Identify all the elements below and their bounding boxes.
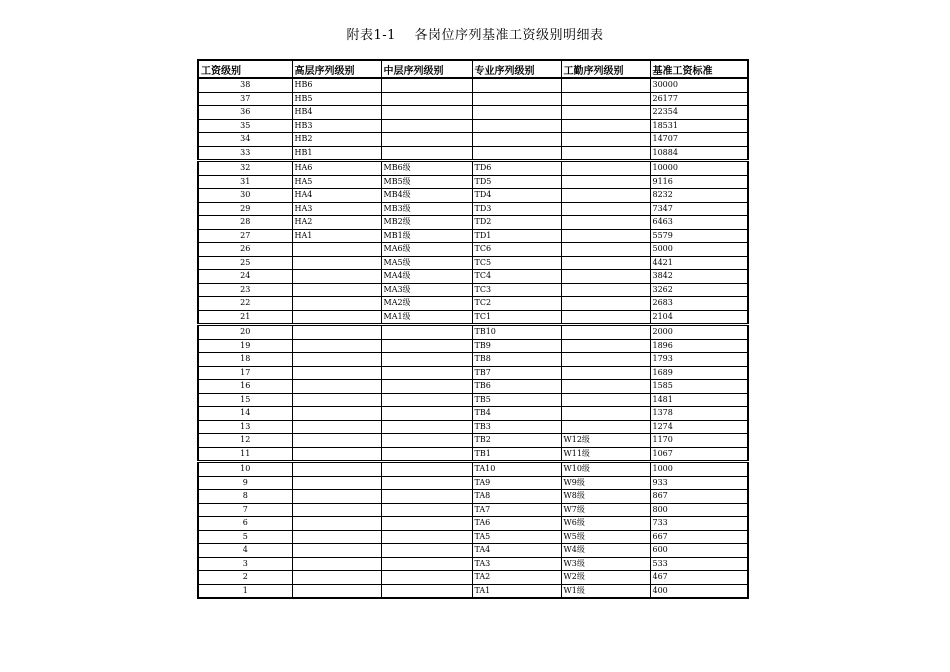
cell-professional-level: TA9 [472,476,561,490]
table-row [198,584,748,598]
cell-senior-level [292,447,381,462]
table-row [198,476,748,490]
cell-base-salary: 800 [650,503,748,517]
cell-senior-level: HB1 [292,146,381,161]
cell-senior-level [292,517,381,531]
cell-middle-level [381,447,472,462]
cell-middle-level: MA3级 [381,283,472,297]
table-row [198,229,748,243]
cell-senior-level [292,339,381,353]
cell-senior-level [292,407,381,421]
cell-middle-level [381,407,472,421]
table-row [198,202,748,216]
cell-base-salary: 10000 [650,161,748,176]
cell-middle-level: MA2级 [381,297,472,311]
table-row [198,146,748,161]
cell-middle-level [381,366,472,380]
cell-service-level [561,202,650,216]
cell-professional-level: TA3 [472,557,561,571]
salary-grade-table [197,59,749,599]
cell-senior-level [292,380,381,394]
cell-middle-level [381,92,472,106]
cell-base-salary: 22354 [650,106,748,120]
table-row [198,297,748,311]
cell-professional-level [472,106,561,120]
cell-service-level: W3级 [561,557,650,571]
cell-middle-level [381,584,472,598]
cell-salary-grade: 38 [198,78,292,92]
table-row [198,189,748,203]
cell-senior-level [292,420,381,434]
cell-senior-level: HB5 [292,92,381,106]
cell-professional-level: TA10 [472,462,561,477]
cell-salary-grade: 23 [198,283,292,297]
cell-senior-level [292,530,381,544]
cell-salary-grade: 34 [198,133,292,147]
cell-service-level: W4级 [561,544,650,558]
cell-salary-grade: 36 [198,106,292,120]
cell-professional-level: TB7 [472,366,561,380]
cell-senior-level [292,270,381,284]
cell-service-level: W7级 [561,503,650,517]
cell-salary-grade: 4 [198,544,292,558]
cell-professional-level: TD3 [472,202,561,216]
cell-salary-grade: 19 [198,339,292,353]
cell-professional-level: TD2 [472,216,561,230]
cell-base-salary: 9116 [650,175,748,189]
cell-base-salary: 1067 [650,447,748,462]
cell-salary-grade: 33 [198,146,292,161]
cell-salary-grade: 10 [198,462,292,477]
cell-middle-level [381,517,472,531]
cell-service-level [561,270,650,284]
cell-base-salary: 5579 [650,229,748,243]
table-row [198,119,748,133]
cell-base-salary: 1000 [650,462,748,477]
cell-middle-level [381,353,472,367]
cell-salary-grade: 30 [198,189,292,203]
cell-senior-level [292,256,381,270]
cell-middle-level [381,530,472,544]
table-row [198,557,748,571]
cell-salary-grade: 11 [198,447,292,462]
cell-middle-level: MA6级 [381,243,472,257]
cell-middle-level [381,476,472,490]
cell-middle-level [381,503,472,517]
table-row [198,571,748,585]
cell-salary-grade: 2 [198,571,292,585]
cell-professional-level [472,92,561,106]
cell-base-salary: 867 [650,490,748,504]
cell-middle-level [381,490,472,504]
cell-service-level [561,256,650,270]
cell-middle-level [381,571,472,585]
cell-professional-level: TD1 [472,229,561,243]
cell-base-salary: 5000 [650,243,748,257]
cell-base-salary: 6463 [650,216,748,230]
table-row [198,447,748,462]
cell-senior-level: HA1 [292,229,381,243]
header-salary-grade: 工资级别 [198,60,292,78]
cell-salary-grade: 14 [198,407,292,421]
cell-professional-level: TD6 [472,161,561,176]
cell-service-level [561,189,650,203]
cell-service-level [561,283,650,297]
cell-middle-level [381,420,472,434]
cell-base-salary: 600 [650,544,748,558]
cell-base-salary: 1481 [650,393,748,407]
cell-base-salary: 1274 [650,420,748,434]
cell-professional-level [472,119,561,133]
cell-senior-level [292,366,381,380]
cell-professional-level: TC1 [472,310,561,325]
cell-service-level [561,353,650,367]
cell-middle-level [381,119,472,133]
cell-senior-level: HA2 [292,216,381,230]
cell-middle-level [381,434,472,448]
table-row [198,270,748,284]
cell-salary-grade: 3 [198,557,292,571]
cell-base-salary: 1896 [650,339,748,353]
cell-base-salary: 30000 [650,78,748,92]
table-row [198,310,748,325]
cell-middle-level [381,393,472,407]
cell-salary-grade: 26 [198,243,292,257]
cell-salary-grade: 8 [198,490,292,504]
cell-professional-level: TB8 [472,353,561,367]
cell-salary-grade: 9 [198,476,292,490]
table-row [198,407,748,421]
table-row [198,92,748,106]
cell-professional-level: TC3 [472,283,561,297]
cell-service-level [561,78,650,92]
cell-base-salary: 14707 [650,133,748,147]
cell-base-salary: 400 [650,584,748,598]
table-row [198,420,748,434]
cell-base-salary: 1689 [650,366,748,380]
cell-senior-level [292,490,381,504]
cell-professional-level: TB2 [472,434,561,448]
cell-base-salary: 10884 [650,146,748,161]
table-row [198,78,748,92]
cell-salary-grade: 37 [198,92,292,106]
cell-middle-level [381,380,472,394]
cell-professional-level: TC6 [472,243,561,257]
cell-professional-level: TD4 [472,189,561,203]
table-row [198,380,748,394]
cell-professional-level: TD5 [472,175,561,189]
cell-salary-grade: 24 [198,270,292,284]
cell-professional-level: TC2 [472,297,561,311]
cell-salary-grade: 27 [198,229,292,243]
cell-salary-grade: 16 [198,380,292,394]
cell-service-level: W2级 [561,571,650,585]
cell-salary-grade: 32 [198,161,292,176]
table-row [198,490,748,504]
cell-service-level: W5级 [561,530,650,544]
cell-senior-level: HA4 [292,189,381,203]
cell-base-salary: 1378 [650,407,748,421]
table-row [198,256,748,270]
cell-base-salary: 1170 [650,434,748,448]
cell-senior-level [292,476,381,490]
cell-senior-level [292,571,381,585]
cell-senior-level: HB4 [292,106,381,120]
cell-service-level: W11级 [561,447,650,462]
header-middle-level: 中层序列级别 [381,60,472,78]
cell-professional-level [472,78,561,92]
cell-professional-level: TB9 [472,339,561,353]
cell-base-salary: 7347 [650,202,748,216]
cell-senior-level: HB2 [292,133,381,147]
cell-service-level [561,310,650,325]
cell-service-level [561,407,650,421]
cell-service-level: W12级 [561,434,650,448]
table-row [198,216,748,230]
cell-middle-level: MA1级 [381,310,472,325]
table-row [198,133,748,147]
table-row [198,161,748,176]
cell-service-level [561,420,650,434]
cell-service-level: W10级 [561,462,650,477]
cell-service-level [561,216,650,230]
cell-service-level [561,366,650,380]
cell-base-salary: 8232 [650,189,748,203]
cell-professional-level: TB4 [472,407,561,421]
cell-middle-level [381,78,472,92]
cell-salary-grade: 12 [198,434,292,448]
table-row [198,462,748,477]
table-row [198,283,748,297]
cell-service-level: W9级 [561,476,650,490]
cell-senior-level [292,325,381,340]
cell-middle-level [381,106,472,120]
cell-senior-level [292,503,381,517]
cell-salary-grade: 35 [198,119,292,133]
cell-professional-level: TC4 [472,270,561,284]
cell-senior-level [292,243,381,257]
cell-senior-level [292,310,381,325]
table-row [198,530,748,544]
cell-senior-level [292,297,381,311]
table-row [198,325,748,340]
cell-professional-level: TA5 [472,530,561,544]
cell-base-salary: 733 [650,517,748,531]
table-row [198,393,748,407]
cell-service-level [561,106,650,120]
cell-base-salary: 667 [650,530,748,544]
cell-service-level [561,380,650,394]
cell-middle-level: MB2级 [381,216,472,230]
cell-salary-grade: 1 [198,584,292,598]
cell-senior-level: HB6 [292,78,381,92]
cell-salary-grade: 13 [198,420,292,434]
cell-professional-level: TB6 [472,380,561,394]
cell-service-level [561,243,650,257]
cell-base-salary: 1585 [650,380,748,394]
cell-professional-level: TA7 [472,503,561,517]
cell-professional-level: TA8 [472,490,561,504]
header-base-salary: 基准工资标准 [650,60,748,78]
cell-middle-level [381,325,472,340]
cell-middle-level: MA5级 [381,256,472,270]
cell-senior-level: HA3 [292,202,381,216]
table-row [198,517,748,531]
cell-service-level [561,229,650,243]
cell-base-salary: 2683 [650,297,748,311]
cell-salary-grade: 5 [198,530,292,544]
cell-service-level: W1级 [561,584,650,598]
cell-service-level [561,161,650,176]
cell-service-level: W8级 [561,490,650,504]
cell-middle-level: MB3级 [381,202,472,216]
cell-base-salary: 1793 [650,353,748,367]
cell-service-level [561,393,650,407]
cell-base-salary: 26177 [650,92,748,106]
cell-middle-level [381,557,472,571]
table-row [198,544,748,558]
cell-senior-level [292,584,381,598]
cell-salary-grade: 20 [198,325,292,340]
header-service-level: 工勤序列级别 [561,60,650,78]
cell-base-salary: 467 [650,571,748,585]
cell-middle-level: MB1级 [381,229,472,243]
title-prefix: 附表1-1 [346,28,396,43]
table-row [198,434,748,448]
cell-middle-level: MB6级 [381,161,472,176]
cell-base-salary: 533 [650,557,748,571]
cell-middle-level: MB4级 [381,189,472,203]
cell-salary-grade: 25 [198,256,292,270]
table-header-row [198,60,748,78]
cell-middle-level: MA4级 [381,270,472,284]
cell-salary-grade: 31 [198,175,292,189]
cell-senior-level: HA5 [292,175,381,189]
cell-service-level [561,175,650,189]
cell-professional-level: TA4 [472,544,561,558]
table-row [198,366,748,380]
cell-professional-level [472,146,561,161]
cell-middle-level [381,544,472,558]
cell-middle-level [381,339,472,353]
cell-base-salary: 18531 [650,119,748,133]
cell-professional-level: TB5 [472,393,561,407]
cell-salary-grade: 18 [198,353,292,367]
cell-base-salary: 4421 [650,256,748,270]
cell-professional-level [472,133,561,147]
cell-professional-level: TA1 [472,584,561,598]
page-title [0,24,950,43]
cell-service-level [561,297,650,311]
cell-senior-level [292,434,381,448]
cell-professional-level: TA2 [472,571,561,585]
cell-service-level [561,146,650,161]
cell-professional-level: TB3 [472,420,561,434]
cell-base-salary: 3842 [650,270,748,284]
cell-salary-grade: 6 [198,517,292,531]
cell-middle-level [381,462,472,477]
table-row [198,106,748,120]
cell-professional-level: TA6 [472,517,561,531]
header-professional-level: 专业序列级别 [472,60,561,78]
table-row [198,339,748,353]
cell-salary-grade: 22 [198,297,292,311]
cell-senior-level: HB3 [292,119,381,133]
cell-base-salary: 933 [650,476,748,490]
cell-service-level [561,92,650,106]
cell-salary-grade: 29 [198,202,292,216]
cell-salary-grade: 17 [198,366,292,380]
cell-middle-level [381,133,472,147]
cell-senior-level [292,557,381,571]
cell-senior-level [292,353,381,367]
cell-senior-level [292,544,381,558]
cell-base-salary: 3262 [650,283,748,297]
cell-senior-level [292,393,381,407]
header-senior-level: 高层序列级别 [292,60,381,78]
table-row [198,503,748,517]
table-body [198,78,748,598]
cell-salary-grade: 21 [198,310,292,325]
table-row [198,353,748,367]
cell-service-level: W6级 [561,517,650,531]
cell-service-level [561,119,650,133]
cell-service-level [561,133,650,147]
cell-professional-level: TB1 [472,447,561,462]
cell-middle-level: MB5级 [381,175,472,189]
cell-senior-level [292,283,381,297]
cell-professional-level: TC5 [472,256,561,270]
cell-salary-grade: 7 [198,503,292,517]
table-row [198,175,748,189]
cell-middle-level [381,146,472,161]
cell-senior-level [292,462,381,477]
cell-service-level [561,339,650,353]
cell-service-level [561,325,650,340]
title-text: 各岗位序列基准工资级别明细表 [414,28,604,43]
cell-professional-level: TB10 [472,325,561,340]
cell-salary-grade: 28 [198,216,292,230]
cell-salary-grade: 15 [198,393,292,407]
cell-senior-level: HA6 [292,161,381,176]
cell-base-salary: 2000 [650,325,748,340]
table-row [198,243,748,257]
cell-base-salary: 2104 [650,310,748,325]
